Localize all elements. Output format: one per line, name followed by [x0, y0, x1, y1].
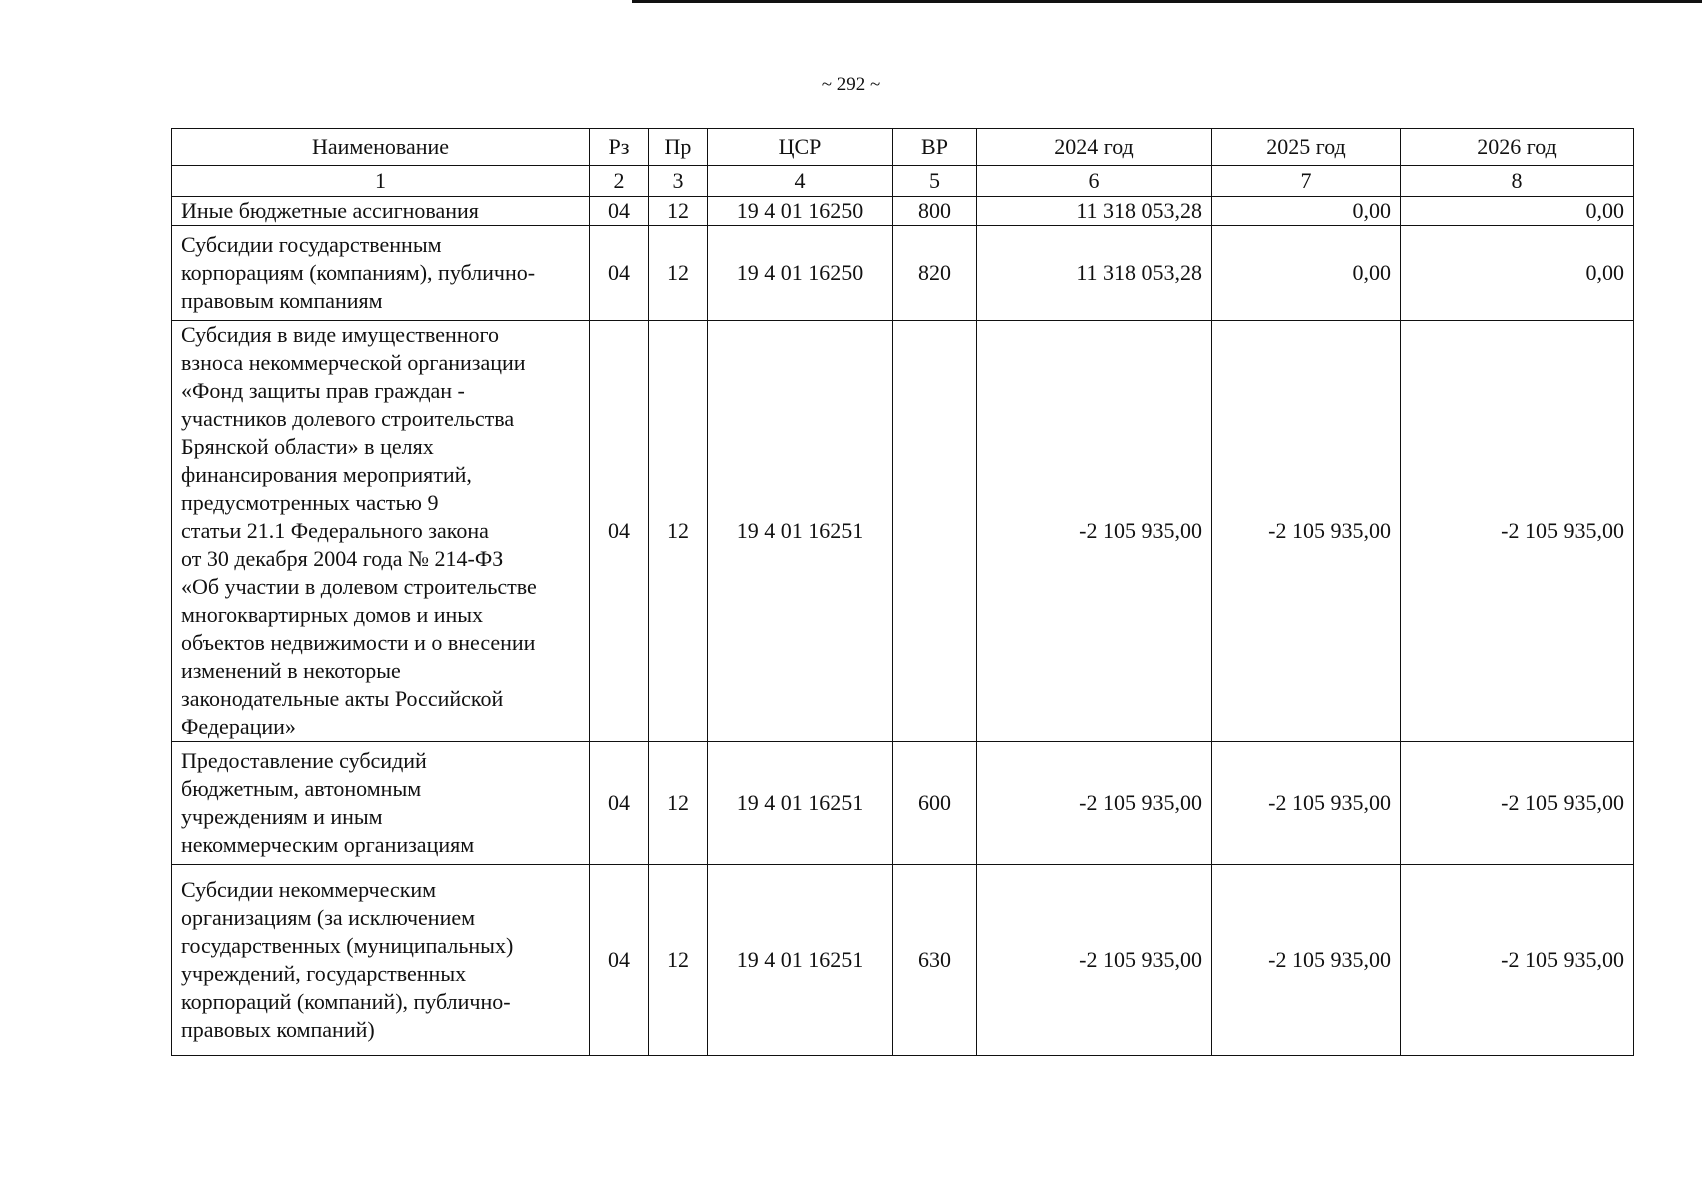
row-csr: 19 4 01 16251 — [708, 865, 893, 1056]
header-row — [172, 129, 1634, 166]
column-number-row — [172, 166, 1634, 197]
top-rule — [632, 0, 1702, 3]
header-2026: 2026 год — [1401, 129, 1634, 166]
row-vr — [893, 321, 977, 742]
table-row — [172, 197, 1634, 226]
row-amount-2024: 11 318 053,28 — [977, 197, 1212, 226]
column-number: 8 — [1401, 166, 1634, 197]
row-amount-2025: -2 105 935,00 — [1212, 865, 1401, 1056]
row-vr: 600 — [893, 742, 977, 865]
row-amount-2024: -2 105 935,00 — [977, 321, 1212, 742]
row-rz: 04 — [590, 197, 649, 226]
column-number: 6 — [977, 166, 1212, 197]
header-name: Наименование — [172, 129, 590, 166]
row-amount-2026: -2 105 935,00 — [1401, 865, 1634, 1056]
column-number: 5 — [893, 166, 977, 197]
row-csr: 19 4 01 16251 — [708, 321, 893, 742]
row-rz: 04 — [590, 226, 649, 321]
row-csr: 19 4 01 16250 — [708, 226, 893, 321]
row-amount-2024: 11 318 053,28 — [977, 226, 1212, 321]
column-number: 1 — [172, 166, 590, 197]
row-rz: 04 — [590, 742, 649, 865]
table-row — [172, 226, 1634, 321]
row-pr: 12 — [649, 865, 708, 1056]
row-vr: 800 — [893, 197, 977, 226]
page-number: ~ 292 ~ — [821, 74, 881, 95]
row-amount-2026: 0,00 — [1401, 197, 1634, 226]
header-pr: Пр — [649, 129, 708, 166]
row-pr: 12 — [649, 742, 708, 865]
row-name: Иные бюджетные ассигнования — [172, 197, 590, 226]
row-csr: 19 4 01 16251 — [708, 742, 893, 865]
row-rz: 04 — [590, 321, 649, 742]
table-row — [172, 865, 1634, 1056]
budget-table — [171, 128, 1634, 1056]
row-amount-2025: -2 105 935,00 — [1212, 321, 1401, 742]
table-row — [172, 321, 1634, 742]
row-name: Предоставление субсидий бюджетным, автономным учреждениям и иным некоммерческим организациям — [172, 742, 590, 865]
row-amount-2025: 0,00 — [1212, 197, 1401, 226]
header-csr: ЦСР — [708, 129, 893, 166]
column-number: 2 — [590, 166, 649, 197]
row-name: Субсидии государственным корпорациям (компаниям), публично- правовым компаниям — [172, 226, 590, 321]
row-rz: 04 — [590, 865, 649, 1056]
row-name: Субсидии некоммерческим организациям (за исключением государственных (муниципальных) учреждений, государственных корпораций (компаний), публично- правовых компаний) — [172, 865, 590, 1056]
header-2024: 2024 год — [977, 129, 1212, 166]
row-amount-2024: -2 105 935,00 — [977, 742, 1212, 865]
header-rz: Рз — [590, 129, 649, 166]
row-pr: 12 — [649, 226, 708, 321]
row-amount-2026: 0,00 — [1401, 226, 1634, 321]
row-amount-2026: -2 105 935,00 — [1401, 321, 1634, 742]
row-amount-2024: -2 105 935,00 — [977, 865, 1212, 1056]
header-vr: ВР — [893, 129, 977, 166]
row-pr: 12 — [649, 197, 708, 226]
row-name: Субсидия в виде имущественного взноса некоммерческой организации «Фонд защиты прав граждан - участников долевого строительства Брянской области» в целях финансирования мероприятий, предусмотренных частью 9 статьи 21.1 Федерального закона от 30 декабря 2004 года № 214-ФЗ «Об участии в долевом строительстве многоквартирных домов и иных объектов недвижимости и о внесении изменений в некоторые законодательные акты Российской Федерации» — [172, 321, 590, 742]
table-row — [172, 742, 1634, 865]
column-number: 3 — [649, 166, 708, 197]
column-number: 7 — [1212, 166, 1401, 197]
header-2025: 2025 год — [1212, 129, 1401, 166]
row-amount-2026: -2 105 935,00 — [1401, 742, 1634, 865]
row-vr: 820 — [893, 226, 977, 321]
row-amount-2025: -2 105 935,00 — [1212, 742, 1401, 865]
row-pr: 12 — [649, 321, 708, 742]
column-number: 4 — [708, 166, 893, 197]
row-amount-2025: 0,00 — [1212, 226, 1401, 321]
row-vr: 630 — [893, 865, 977, 1056]
row-csr: 19 4 01 16250 — [708, 197, 893, 226]
